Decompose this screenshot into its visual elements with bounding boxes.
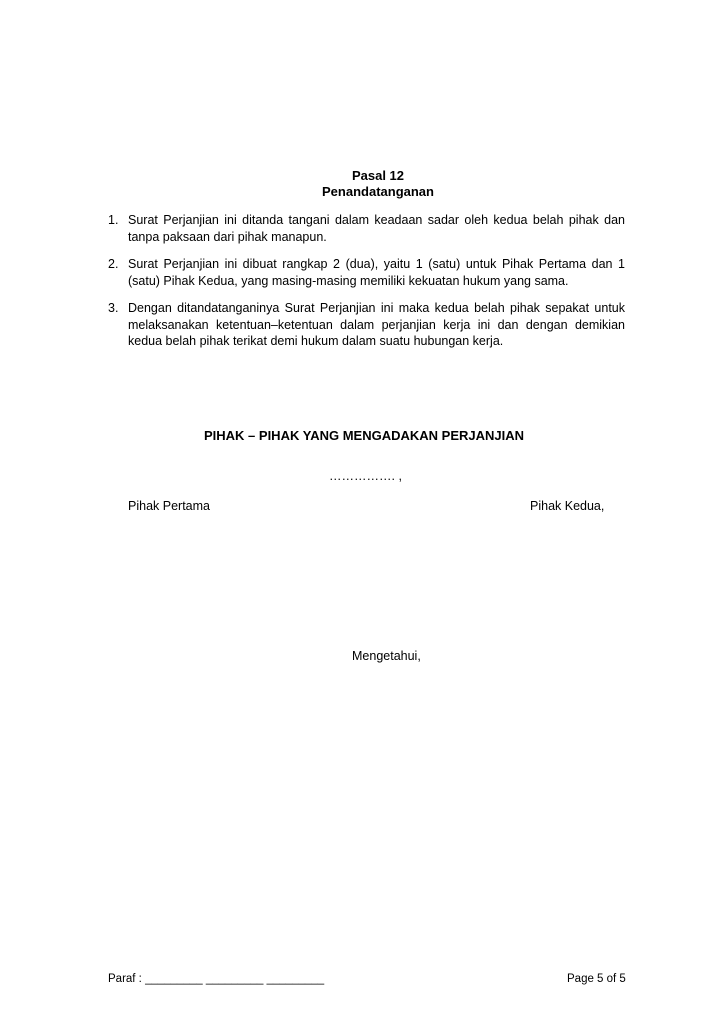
clause-list <box>108 212 625 361</box>
place-date-blank: ……………. , <box>329 469 402 483</box>
clause-item <box>108 256 625 289</box>
article-title: Pasal 12 <box>351 168 405 183</box>
clause-text: Surat Perjanjian ini ditanda tangani dalam keadaan sadar oleh kedua belah pihak dan tanpa paksaan dari pihak manapun. <box>128 213 625 244</box>
clause-number: 3. <box>108 301 119 315</box>
witness-label: Mengetahui, <box>352 649 421 663</box>
second-party-label: Pihak Kedua, <box>530 499 605 513</box>
footer-page-number: Page 5 of 5 <box>567 973 626 985</box>
article-subtitle: Penandatanganan <box>322 184 434 199</box>
clause-text: Dengan ditandatanganinya Surat Perjanjian ini maka kedua belah pihak sepakat untuk melaksanakan ketentuan–ketentuan dalam perjanjian kerja ini dan dengan demikian kedua belah pihak terikat demi hukum dalam suatu hubungan kerja. <box>128 301 625 348</box>
first-party-label: Pihak Pertama <box>128 499 210 513</box>
clause-item <box>108 300 625 350</box>
clause-number: 2. <box>108 257 119 271</box>
clause-number: 1. <box>108 213 119 227</box>
clause-text: Surat Perjanjian ini dibuat rangkap 2 (dua), yaitu 1 (satu) untuk Pihak Pertama dan 1 (satu) Pihak Kedua, yang masing-masing memiliki kekuatan hukum yang sama. <box>128 257 625 288</box>
parties-heading: PIHAK – PIHAK YANG MENGADAKAN PERJANJIAN <box>204 428 524 443</box>
footer-paraf: Paraf : _________ _________ _________ <box>108 973 325 985</box>
clause-item <box>108 212 625 245</box>
